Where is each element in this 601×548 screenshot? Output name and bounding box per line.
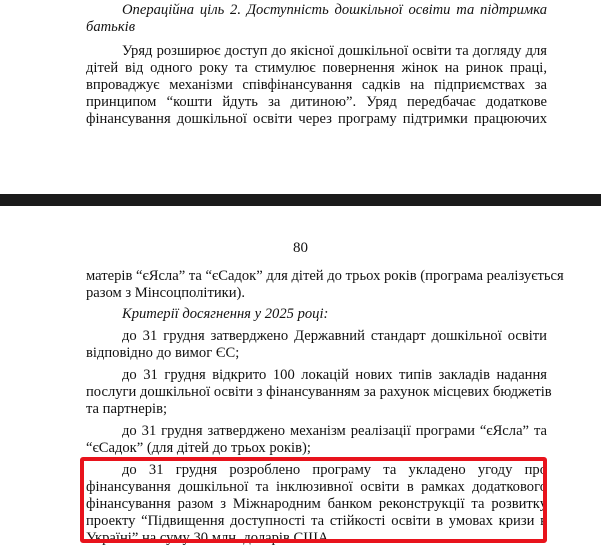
criterion-2-line: послуги дошкільної освіти з фінансуванням за рахунок місцевих бюджетів: [86, 384, 552, 400]
criterion-4-line: проекту “Підвищення доступності та стійкості освіти в умовах кризи в: [86, 513, 547, 529]
criterion-4-line: фінансування дошкільної та інклюзивної освіти в рамках додаткового: [86, 479, 547, 495]
criterion-4-line: Україні” на суму 30 млн. доларів США.: [86, 530, 333, 546]
top-page: [0, 0, 601, 194]
highlight-box: [80, 457, 547, 543]
continuation-line: матерів “єЯсла” та “єСадок” для дітей до трьох років (програма реалізується: [86, 268, 564, 284]
criterion-2-line: до 31 грудня відкрито 100 локацій нових типів закладів надання: [122, 367, 547, 383]
paragraph-line: дітей від одного року та стимулює повернення жінок на ринок праці,: [86, 60, 547, 76]
operational-goal-heading-line-1: Операційна ціль 2. Доступність дошкільної освіти та підтримка: [122, 2, 547, 18]
criterion-4-line: фінансування разом з Міжнародним банком реконструкції та розвитку: [86, 496, 547, 512]
criterion-1-line: до 31 грудня затверджено Державний стандарт дошкільної освіти: [122, 328, 547, 344]
page-separator: [0, 194, 601, 206]
continuation-line: разом з Мінсоцполітики).: [86, 285, 246, 301]
criteria-heading: Критерії досягнення у 2025 році:: [122, 306, 329, 322]
paragraph-line: Уряд розширює доступ до якісної дошкільної освіти та догляду для: [122, 43, 547, 59]
criterion-3-line: до 31 грудня затверджено механізм реалізації програми “єЯсла” та: [122, 423, 547, 439]
criterion-1-line: відповідно до вимог ЄС;: [86, 345, 240, 361]
criterion-3-line: “єСадок” (для дітей до трьох років);: [86, 440, 311, 456]
paragraph-line: впроваджує механізми співфінансування садків на підприємствах за: [86, 77, 547, 93]
criterion-4-line: до 31 грудня розроблено програму та укладено угоду про: [122, 462, 547, 478]
criterion-2-line: та партнерів;: [86, 401, 168, 417]
page-number: 80: [293, 240, 308, 256]
paragraph-line: принципом “кошти йдуть за дитиною”. Уряд передбачає додаткове: [86, 94, 547, 110]
operational-goal-heading-line-2: батьків: [86, 19, 136, 35]
paragraph-line: фінансування дошкільної освіти через програму підтримки працюючих: [86, 111, 547, 127]
